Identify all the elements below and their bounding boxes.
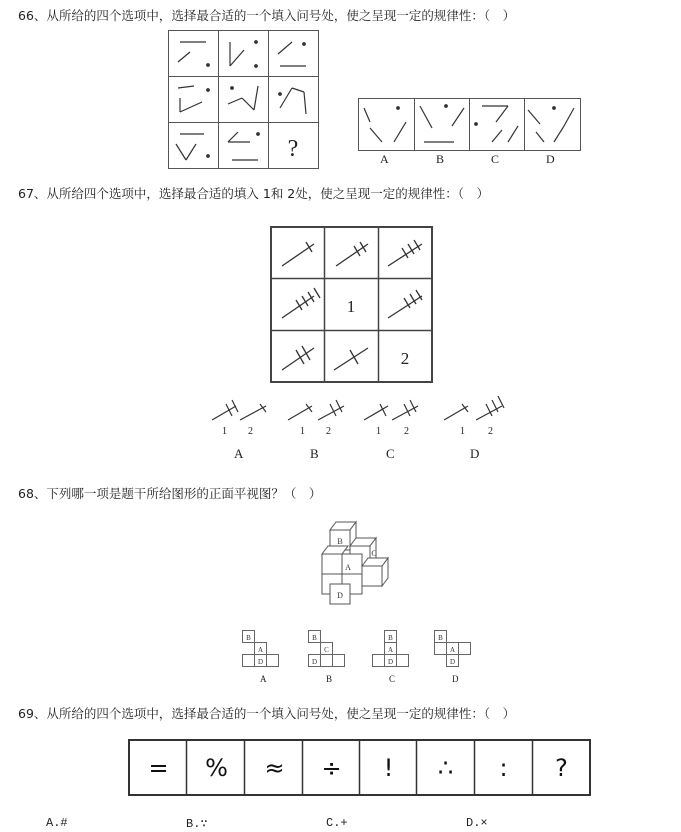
q67-cell-1: 1 (346, 297, 356, 316)
q68-b-cell-d: D (311, 658, 318, 666)
q68-c-cell-d: D (387, 658, 394, 666)
q66-text: 66、从所给的四个选项中，选择最合适的一个填入问号处，使之呈现一定的规律性：（ ） (18, 8, 516, 23)
q68-option-b-figure[interactable] (306, 628, 352, 670)
q68-option-b-label[interactable]: B (326, 674, 333, 684)
q69-question-mark: ? (555, 753, 568, 782)
q68-a-cell-d: D (257, 658, 264, 666)
q66-option-c-label[interactable]: C (491, 152, 500, 166)
q67-c-sub-1: 1 (376, 426, 381, 437)
q69-option-d[interactable]: D.× (466, 816, 488, 830)
q69-symbol-3: ≈ (264, 753, 285, 782)
q68-option-c-figure[interactable] (370, 628, 416, 670)
q68-c-cell-a: A (387, 646, 394, 654)
q69-symbol-6: ∴ (437, 753, 454, 782)
q67-cell-2: 2 (400, 349, 410, 368)
q68-cube-label-d: D (337, 591, 343, 600)
q68-cube-stack (316, 518, 396, 608)
q68-option-a-figure[interactable] (240, 628, 286, 670)
q67-option-c-label[interactable]: C (386, 446, 395, 461)
q67-a-sub-2: 2 (248, 426, 253, 437)
q67-matrix (270, 226, 434, 384)
q69-symbol-5: ! (383, 753, 394, 782)
q67-a-sub-1: 1 (222, 426, 227, 437)
q67-text: 67、从所给四个选项中，选择最合适的填入 1和 2处，使之呈现一定的规律性：（ ） (18, 186, 490, 201)
q68-option-a-label[interactable]: A (260, 674, 267, 684)
q68-d-cell-b: B (438, 634, 443, 642)
q68-option-d-label[interactable]: D (452, 674, 459, 684)
q68-b-cell-b: B (312, 634, 317, 642)
q68-text: 68、下列哪一项是题干所给图形的正面平视图？（ ） (18, 486, 322, 501)
q68-d-cell-a: A (449, 646, 456, 654)
q68-d-cell-d: D (449, 658, 456, 666)
q68-c-cell-b: B (388, 634, 393, 642)
q66-option-d-label[interactable]: D (546, 152, 555, 166)
q67-option-a-label[interactable]: A (234, 446, 244, 461)
q69-symbol-7: : (499, 753, 508, 782)
q69-option-c[interactable]: C.+ (326, 816, 348, 830)
q68-cube-label-a: A (345, 563, 351, 572)
q66-options-strip (358, 98, 582, 154)
q69-symbol-1: = (148, 753, 169, 782)
q67-b-sub-2: 2 (326, 426, 331, 437)
q67-option-b-label[interactable]: B (310, 446, 319, 461)
q68-option-c-label[interactable]: C (389, 674, 396, 684)
q66-question-mark: ? (287, 136, 299, 162)
q68-b-cell-c: C (324, 646, 329, 654)
q68-cube-label-c: C (371, 549, 377, 558)
q66-option-b-label[interactable]: B (436, 152, 445, 166)
q67-options-figures (206, 396, 516, 426)
q66-option-a-label[interactable]: A (380, 152, 389, 166)
q66-matrix (168, 30, 320, 170)
q67-c-sub-2: 2 (404, 426, 409, 437)
q68-option-d-figure[interactable] (432, 628, 478, 670)
q67-option-d-label[interactable]: D (470, 446, 480, 461)
q68-a-cell-b: B (246, 634, 251, 642)
q67-b-sub-1: 1 (300, 426, 305, 437)
q68-cube-label-b: B (337, 537, 343, 546)
q69-symbol-4: ÷ (321, 753, 342, 782)
q68-a-cell-a: A (257, 646, 264, 654)
q69-option-a[interactable]: A.# (46, 816, 68, 830)
q69-option-b[interactable]: B.∵ (186, 817, 208, 831)
q67-d-sub-2: 2 (488, 426, 493, 437)
q67-d-sub-1: 1 (460, 426, 465, 437)
q69-text: 69、从所给的四个选项中，选择最合适的一个填入问号处，使之呈现一定的规律性：（ ） (18, 706, 516, 721)
q69-symbol-2: % (205, 753, 228, 782)
